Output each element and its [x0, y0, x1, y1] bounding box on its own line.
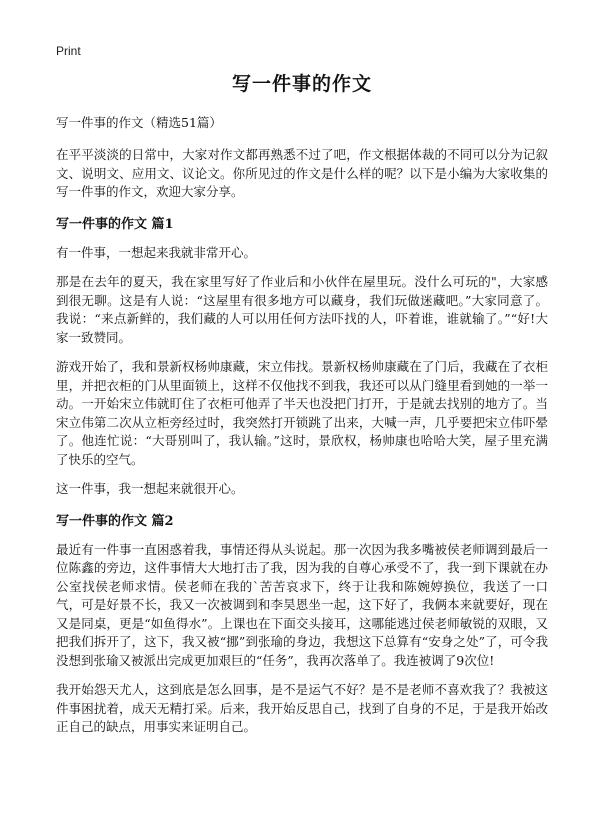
document-title: 写一件事的作文 — [231, 73, 372, 95]
essay-section-2 — [56, 513, 548, 737]
print-label: Print — [56, 44, 81, 58]
body-paragraph: 有一件事，一想起来我就非常开心。 — [56, 244, 257, 260]
section-heading: 写一件事的作文 篇1 — [56, 216, 174, 232]
body-paragraph: 那是在去年的夏天，我在家里写好了作业后和小伙伴在屋里玩。没什么可玩的"，大家感到很无聊。这是有人说：“这屋里有很多地方可以藏身，我们玩做迷藏吧。”大家同意了。我说：“来点新鲜的，我们藏的人可以用任何方法吓找的人，吓着谁，谁就输了。”“好!大家一致赞同。 — [56, 274, 548, 345]
document-subtitle: 写一件事的作文（精选51篇） — [56, 115, 222, 130]
body-paragraph: 我开始怨天尤人，这到底是怎么回事，是不是运气不好？是不是老师不喜欢我了？我被这件事困扰着，成天无精打采。后来，我开始反思自己，找到了自身的不足，于是我开始改正自己的缺点，用事实来证明自己。 — [56, 682, 548, 734]
essay-section-1 — [56, 216, 548, 499]
body-paragraph: 最近有一件事一直困惑着我，事情还得从头说起。那一次因为我多嘴被侯老师调到最后一位陈鑫的旁边，这件事情大大地打击了我，因为我的自尊心承受不了，我一到下课就在办公室找侯老师求情。侯老师在我的`苦苦哀求下，终于让我和陈婉婷换位，我送了一口气，可是好景不长，我又一次被调到和李昊恩坐一起，这下好了，我俩本来就要好，现在又是同桌，更是“如鱼得水”。上课也在下面交头接耳，这哪能逃过侯老师敏锐的双眼，又把我们拆开了，这下，我又被“挪”到张瑜的身边，我想这下总算有“安身之处”了，可令我没想到张瑜又被派出完成更加艰巨的“任务”，我再次落单了。我连被调了9次位! — [56, 541, 548, 668]
body-paragraph: 这一件事，我一想起来就很开心。 — [56, 481, 244, 496]
section-heading: 写一件事的作文 篇2 — [56, 513, 174, 529]
body-paragraph: 游戏开始了，我和景新权杨帅康藏，宋立伟找。景新权杨帅康藏在了门后，我藏在了衣柜里，并把衣柜的门从里面锁上，这样不仅他找不到我，我还可以从门缝里看到她的一举一动。一开始宋立伟就盯住了衣柜可他弄了半天也没把门打开，于是就去找别的地方了。当宋立伟第二次从立柜旁经过时，我突然打开锁跳了出来，大喊一声，几乎要把宋立伟吓晕了。他连忙说：“大哥别叫了，我认输。”这时，景欣权，杨帅康也哈哈大笑，屋子里充满了快乐的空气。 — [56, 359, 548, 467]
intro-paragraph: 在平平淡淡的日常中，大家对作文都再熟悉不过了吧，作文根据体裁的不同可以分为记叙文、说明文、应用文、议论文。你所见过的作文是什么样的呢？以下是小编为大家收集的写一件事的作文，欢迎大家分享。 — [56, 147, 548, 199]
